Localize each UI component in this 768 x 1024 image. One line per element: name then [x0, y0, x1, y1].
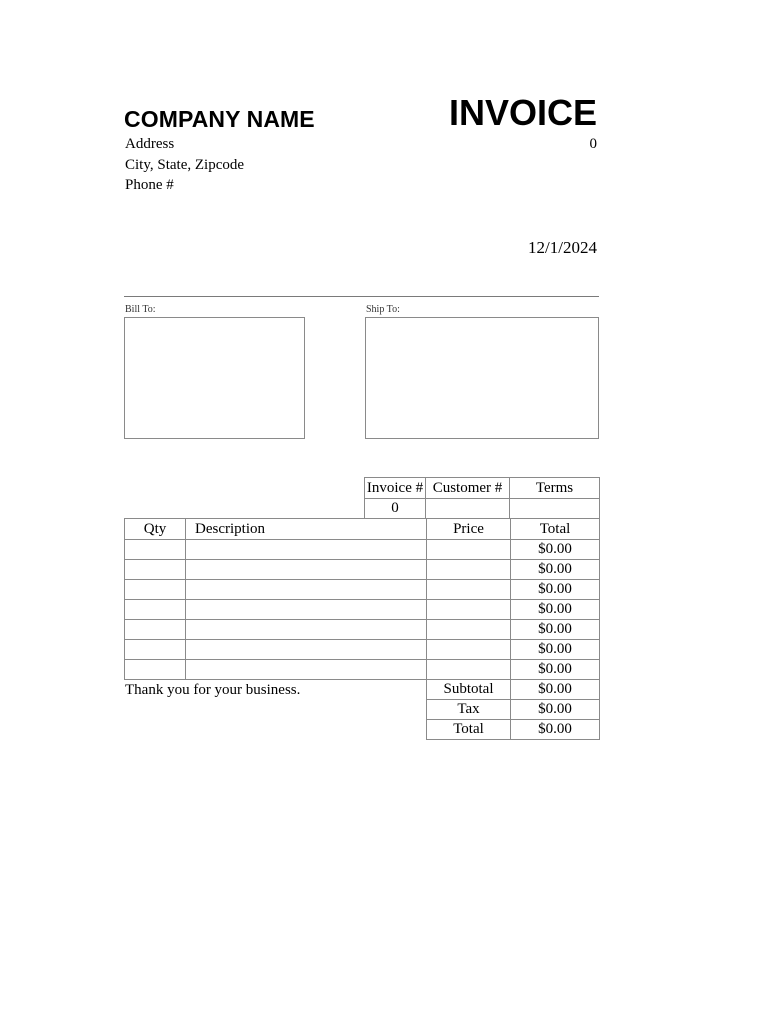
items-table: [124, 518, 600, 740]
subtotal-label: Subtotal: [427, 680, 511, 700]
header-price: Price: [427, 519, 511, 540]
invoice-date: 12/1/2024: [528, 238, 597, 257]
cell-total: $0.00: [511, 600, 600, 620]
table-row: [125, 600, 600, 620]
cell-qty[interactable]: [125, 540, 186, 560]
cell-qty[interactable]: [125, 580, 186, 600]
company-name: COMPANY NAME: [124, 106, 315, 132]
cell-total: $0.00: [511, 580, 600, 600]
invoice-number: 0: [589, 136, 597, 152]
cell-total: $0.00: [511, 560, 600, 580]
cell-total: $0.00: [511, 660, 600, 680]
cell-description[interactable]: [186, 560, 427, 580]
invoice-meta-table: [364, 477, 600, 519]
cell-price[interactable]: [427, 540, 511, 560]
company-phone: Phone #: [125, 177, 174, 193]
cell-price[interactable]: [427, 640, 511, 660]
meta-value-customer-number[interactable]: [426, 499, 510, 519]
meta-header-customer-number: Customer #: [426, 478, 510, 499]
table-row: [365, 499, 600, 519]
cell-qty[interactable]: [125, 560, 186, 580]
thank-you-note: Thank you for your business.: [125, 682, 301, 698]
cell-total: $0.00: [511, 540, 600, 560]
cell-qty[interactable]: [125, 660, 186, 680]
cell-total: $0.00: [511, 640, 600, 660]
bill-to-box[interactable]: [124, 317, 305, 439]
cell-qty[interactable]: [125, 620, 186, 640]
invoice-title: INVOICE: [448, 92, 597, 133]
cell-total: $0.00: [511, 620, 600, 640]
tax-value[interactable]: $0.00: [511, 700, 600, 720]
table-row: [125, 720, 600, 740]
ship-to-box[interactable]: [365, 317, 599, 439]
total-value: $0.00: [511, 720, 600, 740]
subtotal-value: $0.00: [511, 680, 600, 700]
header-qty: Qty: [125, 519, 186, 540]
cell-description[interactable]: [186, 580, 427, 600]
tax-label: Tax: [427, 700, 511, 720]
cell-description[interactable]: [186, 620, 427, 640]
header-total: Total: [511, 519, 600, 540]
company-city-state-zip: City, State, Zipcode: [125, 157, 245, 173]
cell-price[interactable]: [427, 620, 511, 640]
table-row: [125, 700, 600, 720]
company-address: Address: [125, 136, 175, 152]
table-row: [125, 560, 600, 580]
table-row: [125, 580, 600, 600]
cell-qty[interactable]: [125, 640, 186, 660]
cell-description[interactable]: [186, 600, 427, 620]
total-label: Total: [427, 720, 511, 740]
meta-value-terms[interactable]: [510, 499, 600, 519]
header-description: Description: [186, 519, 427, 540]
table-row: [125, 660, 600, 680]
table-row: [125, 519, 600, 540]
cell-price[interactable]: [427, 660, 511, 680]
table-row: [125, 540, 600, 560]
bill-to-label: Bill To:: [125, 304, 156, 315]
meta-header-invoice-number: Invoice #: [365, 478, 426, 499]
cell-description[interactable]: [186, 640, 427, 660]
meta-header-terms: Terms: [510, 478, 600, 499]
meta-value-invoice-number[interactable]: 0: [365, 499, 426, 519]
table-row: [125, 620, 600, 640]
cell-price[interactable]: [427, 580, 511, 600]
cell-qty[interactable]: [125, 600, 186, 620]
cell-price[interactable]: [427, 600, 511, 620]
cell-description[interactable]: [186, 660, 427, 680]
cell-price[interactable]: [427, 560, 511, 580]
table-row: [365, 478, 600, 499]
divider-line: [124, 296, 599, 297]
ship-to-label: Ship To:: [366, 304, 400, 315]
table-row: [125, 640, 600, 660]
cell-description[interactable]: [186, 540, 427, 560]
